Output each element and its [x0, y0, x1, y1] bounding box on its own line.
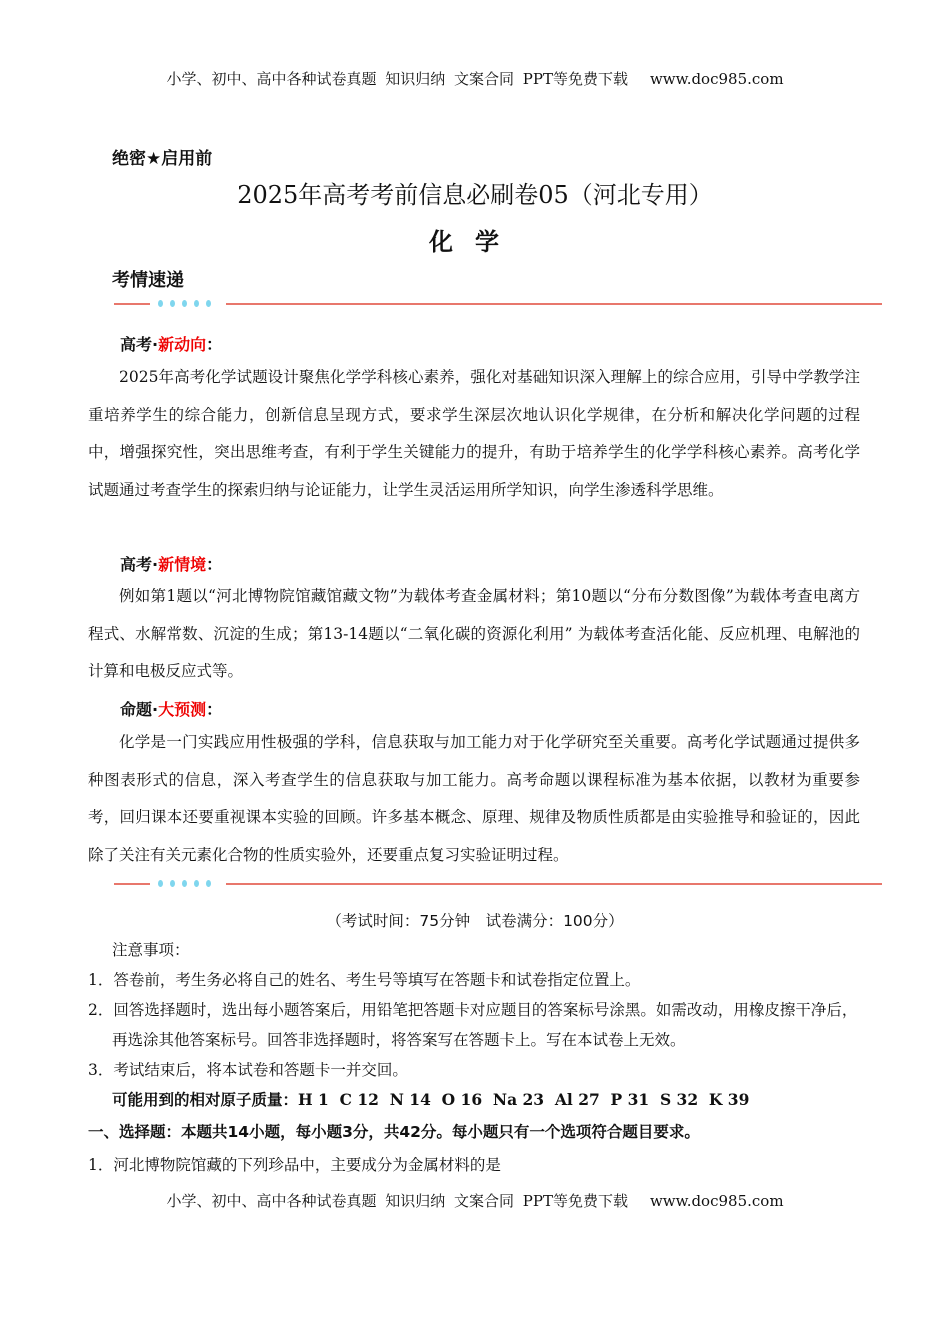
- divider: [114, 878, 882, 890]
- header-url[interactable]: www.doc985.com: [649, 70, 784, 88]
- notes-title: 注意事项：: [112, 941, 190, 959]
- document-title: 2025年高考考前信息必刷卷05（河北专用）: [237, 181, 713, 209]
- note-item: 3．考试结束后，将本试卷和答题卡一并交回。: [88, 1061, 408, 1079]
- subject-title: 化学: [429, 227, 521, 256]
- page-header: [0, 68, 950, 89]
- notes: [88, 935, 868, 1085]
- footer-url[interactable]: www.doc985.com: [649, 1192, 784, 1210]
- atomic-masses: 可能用到的相对原子质量：H 1 C 12 N 14 O 16 Na 23 Al 27 P 31 S 32 K 39: [112, 1090, 750, 1109]
- footer-text: 小学、初中、高中各种试卷真题 知识归纳 文案合同 PPT等免费下载: [166, 1192, 628, 1210]
- paragraph-prediction: 化学是一门实践应用性极强的学科，信息获取与加工能力对于化学研究至关重要。高考化学试题通过提供多种图表形式的信息，深入考查学生的信息获取与加工能力。高考命题以课程标准为基本依据，以教材为重要参考，回归课本还要重视课本实验的回顾。许多基本概念、原理、规律及物质性质都是由实验推导和验证的，因此除了关注有关元素化合物的性质实验外，还要重点复习实验证明过程。: [88, 733, 860, 864]
- section-heading: 考情速递: [112, 270, 184, 291]
- paragraph-new-context: 例如第1题以“河北博物院馆藏馆藏文物”为载体考查金属材料；第10题以“分布分数图像”为载体考查电离方程式、水解常数、沉淀的生成；第13-14题以“二氧化碳的资源化利用” 为载体考查活化能、反应机理、电解池的计算和电极反应式等。: [88, 587, 860, 680]
- header-text: 小学、初中、高中各种试卷真题 知识归纳 文案合同 PPT等免费下载: [166, 70, 628, 88]
- page-footer: [0, 1190, 950, 1211]
- secret-label: 绝密★启用前: [112, 149, 213, 169]
- divider: [114, 298, 882, 310]
- note-item: 1．答卷前，考生务必将自己的姓名、考生号等填写在答题卡和试卷指定位置上。: [88, 971, 641, 989]
- subheading-prediction: 命题·大预测：: [120, 700, 223, 719]
- question-1: 1．河北博物院馆藏的下列珍品中，主要成分为金属材料的是: [88, 1156, 501, 1174]
- exam-info: （考试时间：75分钟 试卷满分：100分）: [326, 912, 624, 930]
- subheading-new-trend: 高考·新动向：: [120, 335, 223, 354]
- paragraph-new-trend: 2025年高考化学试题设计聚焦化学学科核心素养，强化对基础知识深入理解上的综合应用，引导中学教学注重培养学生的综合能力，创新信息呈现方式，要求学生深层次地认识化学规律，在分析和解决化学问题的过程中，增强探究性，突出思维考查，有利于学生关键能力的提升，有助于培养学生的化学学科核心素养。高考化学试题通过考查学生的探索归纳与论证能力，让学生灵活运用所学知识，向学生渗透科学思维。: [88, 368, 860, 499]
- subheading-new-context: 高考·新情境：: [120, 555, 223, 574]
- note-item: 2．回答选择题时，选出每小题答案后，用铅笔把答题卡对应题目的答案标号涂黑。如需改动，用橡皮擦干净后，再选涂其他答案标号。回答非选择题时，将答案写在答题卡上。写在本试卷上无效。: [88, 1001, 858, 1049]
- section-one-heading: 一、选择题：本题共14小题，每小题3分，共42分。每小题只有一个选项符合题目要求。: [88, 1123, 700, 1141]
